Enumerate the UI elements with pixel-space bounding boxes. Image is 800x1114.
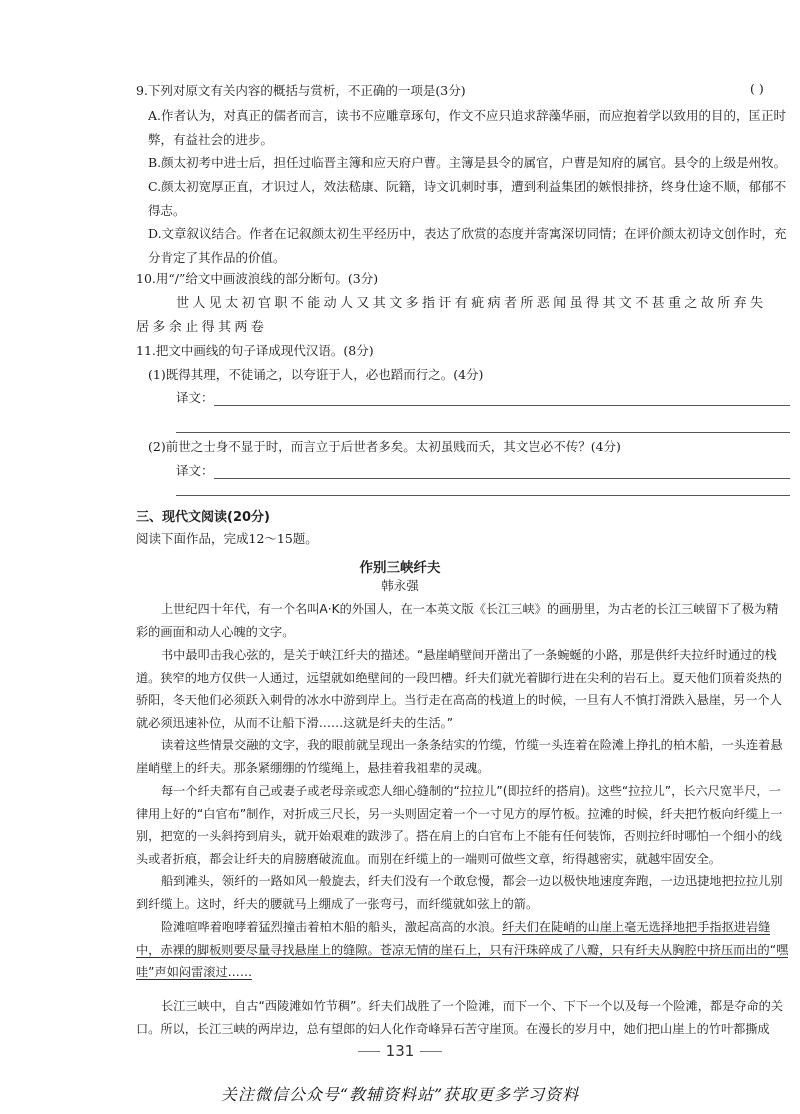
passage-paragraph: 长江三峡中，自古“西陵滩如竹节稠”。纤夫们战胜了一个险滩，而下一个、下下一个以及每一个险滩，都是夺命的关口。所以，长江三峡的两岸边，总有望郎的妇人化作奇峰异石苦守崖顶。在漫长的岁月中，她们把山崖上的竹叶都撕成 [136,999,784,1036]
reading-instruction: 阅读下面作品，完成12～15题。 [136,531,318,546]
underlined-sentence: 纤夫们在陡峭的山崖上毫无选择地把手指抠进岩缝中，赤裸的脚板则要尽量寻找悬崖上的缝隙。苍凉无情的崖石上，只有汗珠碎成了八瓣，只有纤夫从胸腔中挤压而出的“嘿哇”声如闷雷滚过…… [136,920,789,980]
q9-option-d: D.文章叙议结合。作者在记叙颜太初生平经历中，表达了欣赏的态度并寄寓深切同情；在评价颜太初诗文创作时，充分肯定了其作品的价值。 [148,226,787,265]
passage-author: 韩永强 [381,578,419,593]
footer-note: 关注微信公众号“教辅资料站”获取更多学习资料 [220,1085,580,1104]
answer-line[interactable] [214,478,790,479]
answer-line[interactable] [214,405,790,406]
q10-stem: 10.用“/”给文中画波浪线的部分断句。(3分) [136,271,379,286]
answer-line[interactable] [176,432,790,433]
passage-paragraph: 书中最叩击我心弦的，是关于峡江纤夫的描述。“悬崖峭壁间开凿出了一条蜿蜒的小路，那是供纤夫拉纤时通过的栈道。狭窄的地方仅供一人通过，远望就如绝壁间的一段凹槽。纤夫们就光着脚行进在尖利的岩石上。夏天他们顶着炎热的骄阳，冬天他们必须跃入刺骨的冰水中游到岸上。当行走在高高的栈道上的时候，一旦有人不慎打滑跌入悬崖，另一个人就必须迅速补位，从而不让船下滑……这就是纤夫的生活。” [136,648,782,730]
answer-label-1: 译文： [176,390,214,405]
answer-label-2: 译文： [176,463,214,478]
passage-paragraph: 每一个纤夫都有自己或妻子或老母亲或恋人细心缝制的“拉拉儿”(即拉纤的搭肩)。这些“拉拉儿”，长六尺宽半尺，一律用上好的“白官布”制作，对折成三尺长，另一头则固定着一个一寸见方的厚竹板。拉滩的时候，纤夫把竹板向纤缆上一别，把宽的一头斜挎到肩头，就开始艰难的跋涉了。搭在肩上的白官布上不能有任何装饰，否则拉纤时哪怕一个细小的线头或者折痕，都会让纤夫的肩膀磨破流血。而别在纤缆上的一端则可做些文章，绗得越密实，就越牢固安全。 [136,784,783,866]
dash [420,1051,442,1052]
q9-option-c: C.颜太初宽厚正直，才识过人，效法嵇康、阮籍，诗文讥刺时事，遭到利益集团的嫉恨排挤，终身仕途不顺，郁郁不得志。 [148,179,787,218]
answer-bracket: ( ) [750,81,764,96]
q9-option-a: A.作者认为，对真正的儒者而言，读书不应雕章琢句，作文不应只追求辞藻华丽，而应抱着学以致用的目的，匡正时弊，有益社会的进步。 [148,108,787,147]
passage-paragraph: 船到滩头，领纤的一路如风一般旋去，纤夫们没有一个敢怠慢，都会一边以极快地速度奔跑，一边迅捷地把拉拉儿别到纤缆上。这时，纤夫的腰就马上绷成了一张弯弓，而纤缆就如弦上的箭。 [136,874,783,911]
answer-line[interactable] [176,495,790,496]
passage-paragraph [136,916,790,984]
q9-option-b: B.颜太初考中进士后，担任过临晋主簿和应天府户曹。主簿是县令的属官，户曹是知府的属官。县令的上级是州牧。 [148,155,787,170]
page-number: 131 [0,1042,800,1060]
passage-paragraph: 上世纪四十年代，有一个名叫A·K的外国人，在一本英文版《长江三峡》的画册里，为古老的长江三峡留下了极为精彩的画面和动人心魄的文字。 [136,602,779,639]
passage-paragraph: 读着这些情景交融的文字，我的眼前就呈现出一条条结实的竹缆，竹缆一头连着在险滩上挣扎的柏木船，一头连着悬崖峭壁上的纤夫。那条紧绷绷的竹缆绳上，悬挂着我祖辈的灵魂。 [136,738,783,775]
q11-stem: 11.把文中画线的句子译成现代汉语。(8分) [136,343,374,358]
q11-sub1: (1)既得其理，不徒诵之，以夸诳于人，必也蹈而行之。(4分) [148,367,484,382]
passage-sentence: 险滩喧哗着咆哮着猛烈撞击着柏木船的船头，激起高高的水浪。 [161,920,503,934]
q10-text-line1: 世人见太初官职不能动人又其文多指讦有疵病者所恶闻虽得其文不甚重之故所弃失 [176,296,767,311]
q11-sub2: (2)前世之士身不显于时，而言立于后世者多矣。太初虽贱而夭，其文岂必不传？(4分) [148,439,621,454]
q10-text-line2: 居多余止得其两卷 [136,320,268,335]
dash [358,1051,380,1052]
q9-stem: 9.下列对原文有关内容的概括与赏析，不正确的一项是(3分) [136,83,466,98]
section-heading: 三、现代文阅读(20分) [136,510,270,525]
passage-title: 作别三峡纤夫 [359,560,441,576]
